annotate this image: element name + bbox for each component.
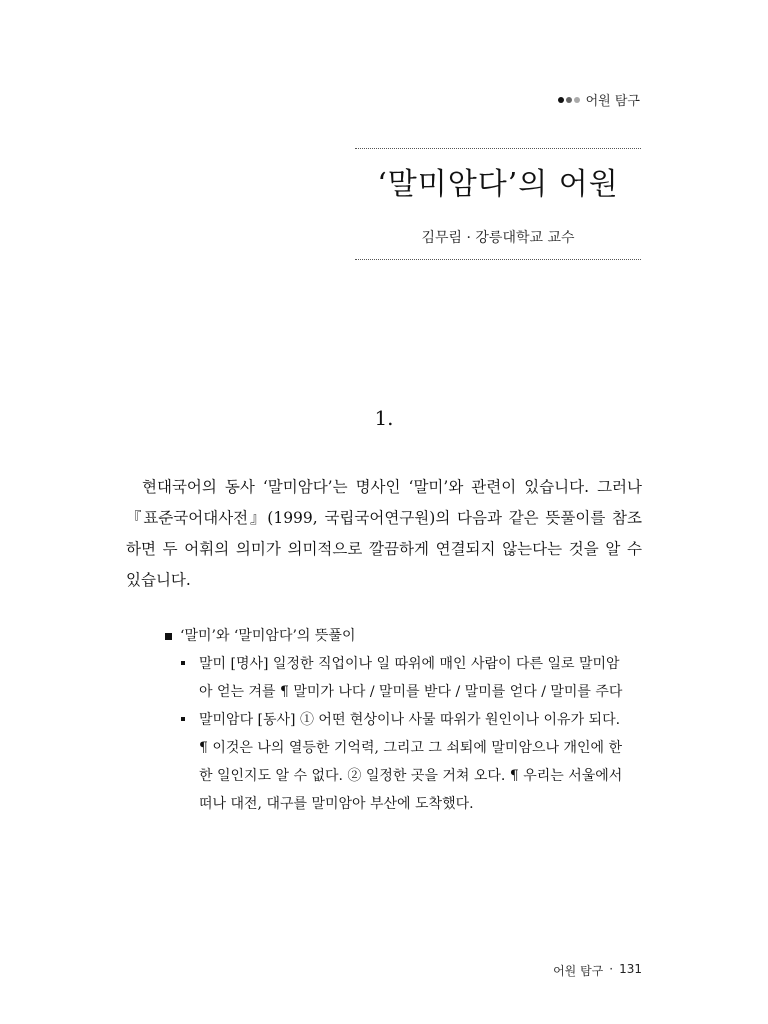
bullet-icon	[181, 661, 185, 665]
dots-icon	[558, 97, 580, 103]
body-text	[126, 472, 642, 596]
definition-item	[165, 706, 625, 818]
definition-item-text: 말미암다 [동사] ① 어떤 현상이나 사물 따위가 원인이나 이유가 되다. ¶ 이것은 나의 열등한 기억력, 그리고 그 쇠퇴에 말미암으나 개인에 한한 일인지도 알 수 없다. ② 일정한 곳을 거쳐 오다. ¶ 우리는 서울에서 떠나 대전, 대구를 말미암아 부산에 도착했다.	[199, 712, 623, 812]
running-header-label: 어원 탐구	[585, 94, 640, 109]
definition-item-text: 말미 [명사] 일정한 직업이나 일 따위에 매인 사람이 다른 일로 말미암아 얻는 겨를 ¶ 말미가 나다 / 말미를 받다 / 말미를 얻다 / 말미를 주다	[199, 656, 623, 700]
definition-item	[165, 650, 625, 706]
square-bullet-icon	[165, 633, 172, 640]
body-paragraph: 현대국어의 동사 ‘말미암다’는 명사인 ‘말미’와 관련이 있습니다. 그러나 『표준국어대사전』(1999, 국립국어연구원)의 다음과 같은 뜻풀이를 참조하면 두 어휘의 의미가 의미적으로 깔끔하게 연결되지 않는다는 것을 알 수 있습니다.	[126, 478, 642, 589]
running-header	[558, 90, 640, 109]
definition-heading	[165, 622, 625, 650]
article-title: ‘말미암다’의 어원	[377, 167, 619, 202]
definition-heading-text: ‘말미’와 ‘말미암다’의 뜻풀이	[180, 628, 356, 644]
footer-separator: ·	[609, 962, 614, 976]
title-block	[355, 148, 641, 260]
footer-label: 어원 탐구	[553, 964, 604, 978]
definition-box	[165, 622, 625, 818]
article-author: 김무림 · 강릉대학교 교수	[421, 230, 575, 246]
page-number: 131	[619, 962, 642, 976]
section-number: 1.	[374, 406, 394, 430]
bullet-icon	[181, 717, 185, 721]
page-footer	[553, 962, 642, 979]
